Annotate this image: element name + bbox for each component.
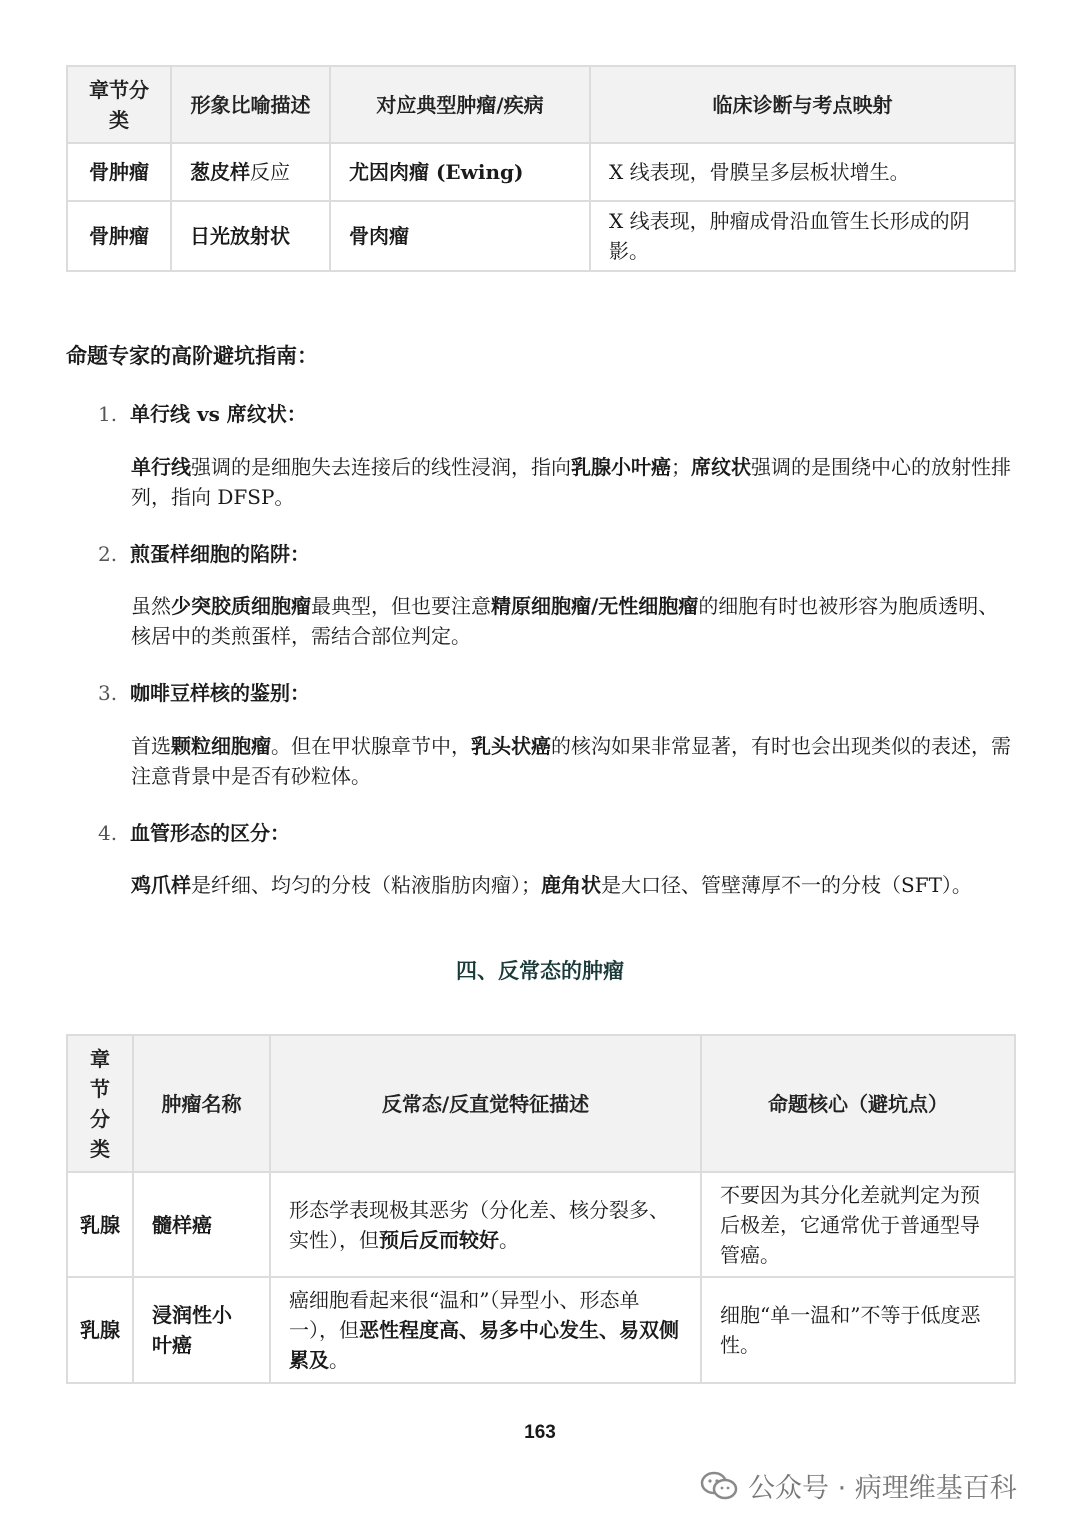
body-segment: 鸡爪样 — [131, 873, 191, 897]
item-title-text: 单行线 vs 席纹状： — [130, 402, 307, 426]
desc-cell — [270, 1172, 701, 1277]
table-row — [67, 201, 1015, 271]
desc-segment: 。 — [329, 1348, 349, 1372]
body-segment: 。但在甲状腺章节中， — [271, 734, 471, 758]
body-segment: 最典型，但也要注意 — [311, 594, 491, 618]
guide-item-title — [98, 817, 290, 846]
watermark-text: 公众号 · 病理维基百科 — [748, 1473, 1017, 1504]
table-header-row — [67, 66, 1015, 143]
guide-item-title — [98, 677, 310, 706]
desc-segment: 癌细胞看起来很“温和”（异型小、形态单一），但 — [289, 1288, 640, 1342]
desc-segment: 。 — [499, 1227, 519, 1252]
table-row — [67, 1277, 1015, 1383]
header-cell: 反常态/反直觉特征描述 — [270, 1035, 701, 1172]
item-number: 1. — [98, 402, 118, 426]
body-segment: 强调的是围绕中心的放射性排列，指向 DFSP。 — [131, 455, 1011, 509]
core-cell: 细胞“单一温和”不等于低度恶性。 — [701, 1277, 1015, 1383]
body-segment: 的核沟如果非常显著，有时也会出现类似的表述，需注意背景中是否有砂粒体。 — [131, 734, 1011, 788]
category-cell: 乳腺 — [67, 1277, 133, 1383]
desc-cell — [270, 1277, 701, 1383]
core-cell: 不要因为其分化差就判定为预后极差，它通常优于普通型导管癌。 — [701, 1172, 1015, 1277]
body-segment: 少突胶质细胞瘤 — [171, 594, 311, 618]
tumor-cell: 尤因肉瘤 (Ewing) — [330, 143, 590, 201]
guide-heading: 命题专家的高阶避坑指南： — [66, 343, 318, 368]
header-cell: 章节分类 — [67, 66, 171, 143]
item-number: 3. — [98, 681, 118, 705]
body-segment: 乳头状癌 — [471, 734, 551, 758]
watermark — [700, 1466, 1017, 1505]
table-row — [67, 143, 1015, 201]
item-title-text: 咖啡豆样核的鉴别： — [130, 681, 310, 705]
table-metaphors — [66, 65, 1016, 272]
body-segment: 的细胞有时也被形容为胞质透明、核居中的类煎蛋样，需结合部位判定。 — [131, 594, 999, 648]
header-cell: 命题核心（避坑点） — [701, 1035, 1015, 1172]
body-segment: 是纤细、均匀的分枝（粘液脂肪肉瘤）； — [191, 873, 541, 897]
guide-item-title — [98, 398, 307, 427]
metaphor-bold: 日光放射状 — [190, 224, 290, 248]
item-title-text: 煎蛋样细胞的陷阱： — [130, 542, 310, 566]
item-number: 4. — [98, 821, 118, 845]
guide-item-body — [131, 870, 1011, 900]
header-cell: 章节分类 — [67, 1035, 133, 1172]
metaphor-bold: 葱皮样 — [190, 160, 250, 184]
desc-segment: 形态学表现极其恶劣（分化差、核分裂多、实性），但 — [289, 1197, 669, 1252]
body-segment: 席纹状 — [691, 455, 751, 479]
mapping-cell: X 线表现，肿瘤成骨沿血管生长形成的阴影。 — [590, 201, 1015, 271]
tumor-cell: 浸润性小叶癌 — [133, 1277, 270, 1383]
header-cell: 对应典型肿瘤/疾病 — [330, 66, 590, 143]
guide-item-body — [131, 452, 1011, 512]
body-segment: 精原细胞瘤/无性细胞瘤 — [491, 594, 699, 618]
body-segment: 颗粒细胞瘤 — [171, 734, 271, 758]
header-cell: 临床诊断与考点映射 — [590, 66, 1015, 143]
tumor-cell: 骨肉瘤 — [330, 201, 590, 271]
page-number: 163 — [524, 1422, 556, 1443]
body-segment: 强调的是细胞失去连接后的线性浸润，指向 — [191, 455, 571, 479]
category-cell: 乳腺 — [67, 1172, 133, 1277]
guide-item-body — [131, 591, 1011, 651]
section-title: 四、反常态的肿瘤 — [456, 958, 624, 983]
desc-segment: 恶性程度高、易多中心发生、易双侧累及 — [289, 1318, 679, 1372]
table-header-row — [67, 1035, 1015, 1172]
category-cell: 骨肿瘤 — [67, 143, 171, 201]
guide-item-body — [131, 731, 1011, 791]
header-cell: 形象比喻描述 — [171, 66, 330, 143]
guide-item-title — [98, 538, 310, 567]
tumor-cell: 髓样癌 — [133, 1172, 270, 1277]
body-segment: 乳腺小叶癌 — [571, 455, 671, 479]
metaphor-cell — [171, 143, 330, 201]
wechat-icon — [700, 1471, 738, 1501]
metaphor-rest: 反应 — [250, 160, 290, 184]
body-segment: 是大口径、管壁薄厚不一的分枝（SFT）。 — [601, 873, 972, 897]
mapping-cell: X 线表现，骨膜呈多层板状增生。 — [590, 143, 1015, 201]
table-paradoxical-tumors — [66, 1034, 1016, 1384]
body-segment: ； — [671, 455, 691, 479]
item-number: 2. — [98, 542, 118, 566]
table-row — [67, 1172, 1015, 1277]
desc-segment: 预后反而较好 — [379, 1227, 499, 1252]
category-cell: 骨肿瘤 — [67, 201, 171, 271]
body-segment: 鹿角状 — [541, 873, 601, 897]
body-segment: 虽然 — [131, 594, 171, 618]
header-cell: 肿瘤名称 — [133, 1035, 270, 1172]
metaphor-cell — [171, 201, 330, 271]
body-segment: 首选 — [131, 734, 171, 758]
item-title-text: 血管形态的区分： — [130, 821, 290, 845]
body-segment: 单行线 — [131, 455, 191, 479]
